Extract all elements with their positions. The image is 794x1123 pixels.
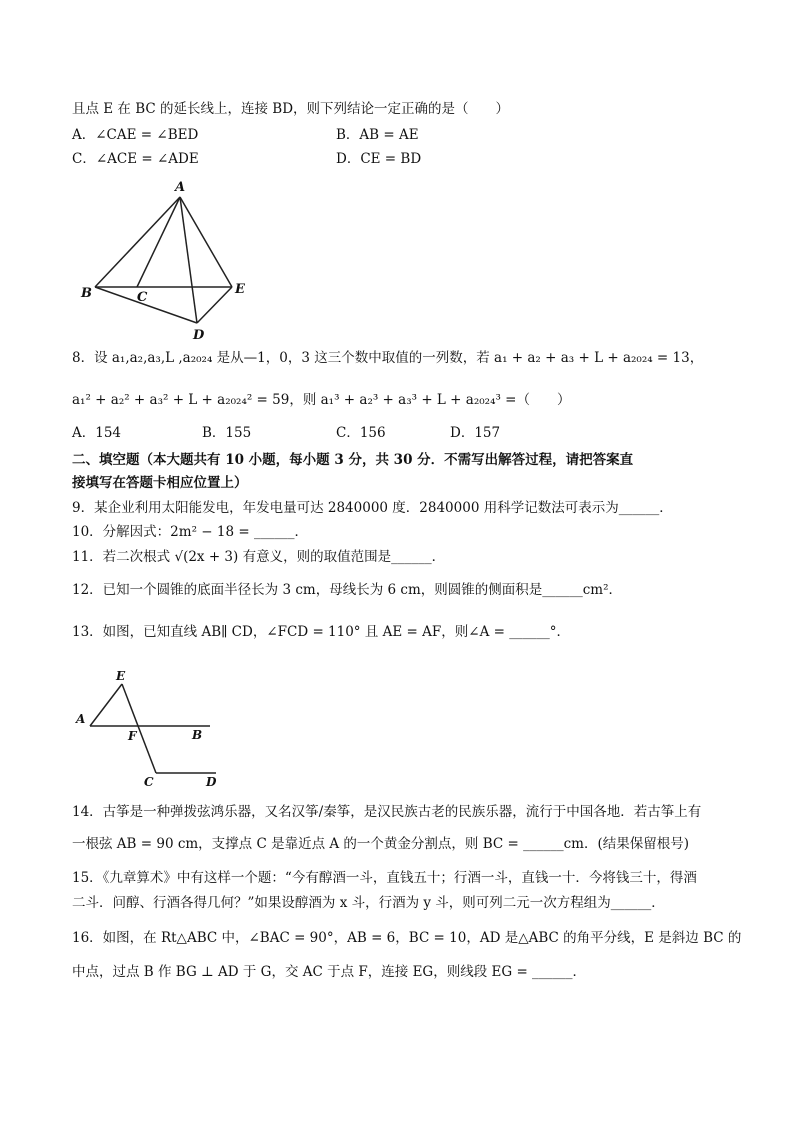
- segment-ae: [90, 684, 122, 726]
- q8-option-b: B．155: [202, 425, 252, 441]
- q10: 10．分解因式：2m² − 18 = ______．: [72, 524, 308, 540]
- segment-ab: [95, 197, 180, 287]
- label-d: D: [193, 328, 205, 343]
- q7-option-d: D．CE = BD: [336, 151, 422, 167]
- q7-option-c: C．∠ACE = ∠ADE: [72, 151, 199, 167]
- q8-option-d: D．157: [450, 425, 501, 441]
- q8-line-1: 8．设 a₁,a₂,a₃,L ,a₂₀₂₄ 是从—1，0，3 这三个数中取值的一列数，若 a₁ + a₂ + a₃ + L + a₂₀₂₄ = 13，: [72, 350, 704, 366]
- q16-line-1: 16．如图，在 Rt△ABC 中，∠BAC = 90°，AB = 6，BC = 10，AD 是△ABC 的角平分线，E 是斜边 BC 的: [72, 930, 742, 946]
- label-c: C: [137, 290, 148, 305]
- q14-line-2: 一根弦 AB = 90 cm，支撑点 C 是靠近点 A 的一个黄金分割点，则 BC = ______cm．(结果保留根号): [72, 836, 690, 852]
- q11: 11．若二次根式 √(2x + 3) 有意义，则的取值范围是______．: [72, 549, 446, 565]
- label-d: D: [206, 775, 217, 789]
- section-2-heading-line-2: 接填写在答题卡相应位置上）: [72, 475, 248, 491]
- label-a: A: [76, 712, 86, 726]
- q13: 13．如图，已知直线 AB∥ CD，∠FCD = 110° 且 AE = AF，则∠A = ______°．: [72, 624, 570, 640]
- q15-line-2: 二斗．问醇、行酒各得几何？”如果设醇酒为 x 斗，行酒为 y 斗，则可列二元一次方程组为______．: [72, 895, 665, 911]
- label-c: C: [144, 775, 154, 789]
- q8-option-a: A．154: [72, 425, 122, 441]
- label-b: B: [192, 728, 203, 742]
- label-f: F: [128, 729, 137, 743]
- q7-figure: [75, 175, 265, 343]
- label-a: A: [175, 180, 186, 195]
- segment-de: [197, 287, 232, 323]
- q7-option-b: B．AB = AE: [336, 127, 419, 143]
- segment-ac: [137, 197, 180, 287]
- q7-option-a: A．∠CAE = ∠BED: [72, 127, 199, 143]
- q13-figure: [72, 668, 232, 790]
- q15-line-1: 15．《九章算术》中有这样一个题：“今有醇酒一斗，直钱五十；行酒一斗，直钱一十．今将钱三十，得酒: [72, 870, 697, 886]
- segment-ae: [180, 197, 232, 287]
- q9: 9．某企业利用太阳能发电，年发电量可达 2840000 度．2840000 用科学记数法可表示为______．: [72, 500, 673, 516]
- q7-stem: 且点 E 在 BC 的延长线上，连接 BD，则下列结论一定正确的是（ ）: [72, 101, 510, 117]
- q8-line-2: a₁² + a₂² + a₃² + L + a₂₀₂₄² = 59，则 a₁³ + a₂³ + a₃³ + L + a₂₀₂₄³ =（ ）: [72, 392, 571, 408]
- q12: 12．已知一个圆锥的底面半径长为 3 cm，母线长为 6 cm，则圆锥的侧面积是______cm²．: [72, 582, 623, 598]
- section-2-heading-line-1: 二、填空题（本大题共有 10 小题，每小题 3 分，共 30 分．不需写出解答过程，请把答案直: [72, 452, 634, 468]
- label-e: E: [116, 669, 126, 683]
- q8-option-c: C．156: [336, 425, 386, 441]
- label-e: E: [235, 282, 245, 297]
- segment-ad: [180, 197, 197, 323]
- label-b: B: [81, 286, 92, 301]
- q16-line-2: 中点，过点 B 作 BG ⊥ AD 于 G，交 AC 于点 F，连接 EG，则线段 EG = ______．: [72, 964, 587, 980]
- q14-line-1: 14．古筝是一种弹拨弦鸿乐器，又名汉筝/秦筝，是汉民族古老的民族乐器，流行于中国各地．若古筝上有: [72, 804, 702, 820]
